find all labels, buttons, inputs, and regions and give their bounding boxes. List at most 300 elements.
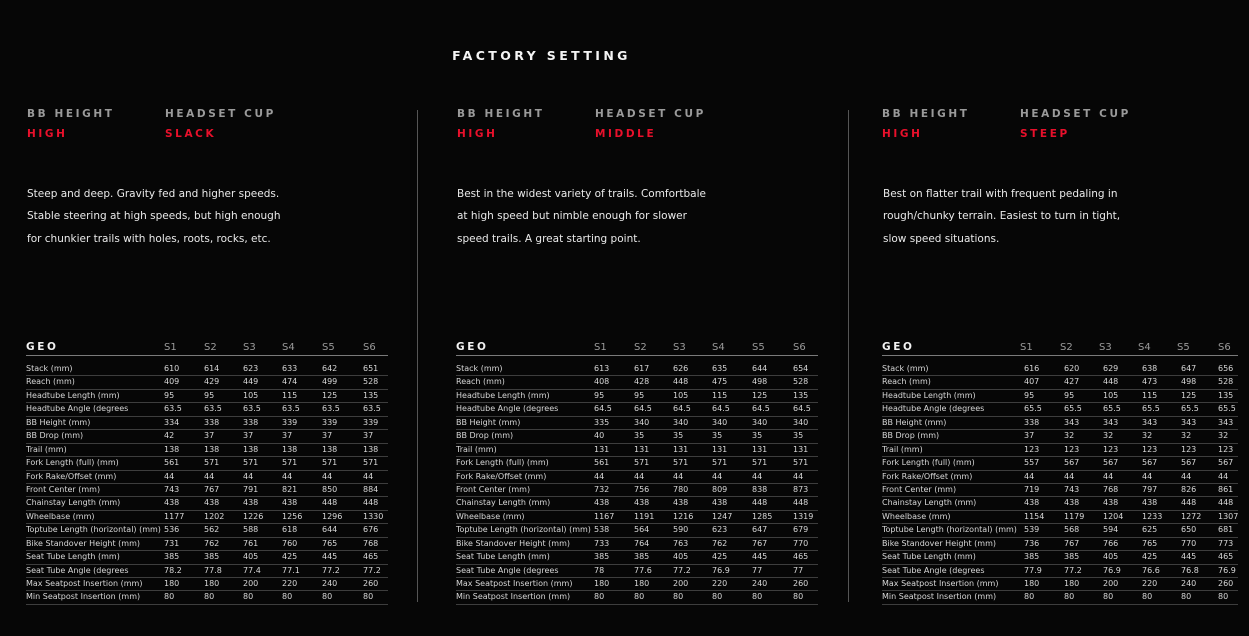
table-cell: 567 [1181, 458, 1197, 468]
table-cell: 131 [594, 444, 610, 454]
table-cell: 765 [1142, 538, 1158, 548]
row-label: Fork Rake/Offset (mm) [882, 471, 973, 481]
table-cell: 80 [204, 592, 215, 602]
table-cell: 80 [793, 592, 804, 602]
table-cell: 95 [1024, 390, 1035, 400]
table-cell: 95 [1064, 390, 1075, 400]
row-label: Seat Tube Angle (degrees [26, 565, 129, 575]
table-row [26, 511, 388, 524]
size-header: S4 [712, 342, 725, 353]
table-cell: 338 [1024, 417, 1040, 427]
table-cell: 539 [1024, 525, 1040, 535]
table-row [26, 538, 388, 551]
table-cell: 650 [1181, 525, 1197, 535]
table-cell: 407 [1024, 377, 1040, 387]
bb-height-label: BB HEIGHT [457, 108, 545, 120]
table-cell: 448 [363, 498, 379, 508]
headset-cup-value: STEEP [1020, 128, 1070, 140]
table-cell: 77.2 [1064, 565, 1082, 575]
table-cell: 590 [673, 525, 689, 535]
row-label: Chainstay Length (mm) [882, 498, 977, 508]
table-cell: 115 [712, 390, 728, 400]
table-cell: 105 [243, 390, 259, 400]
table-cell: 448 [322, 498, 338, 508]
table-cell: 95 [204, 390, 215, 400]
table-row [456, 430, 818, 443]
size-header: S5 [322, 342, 335, 353]
table-cell: 884 [363, 484, 379, 494]
table-cell: 37 [204, 431, 215, 441]
table-cell: 1226 [243, 511, 264, 521]
table-cell: 564 [634, 525, 650, 535]
table-cell: 499 [322, 377, 338, 387]
geo-title: GEO [26, 341, 59, 353]
table-cell: 80 [1064, 592, 1075, 602]
row-label: Toptube Length (horizontal) (mm) [882, 525, 1017, 535]
table-cell: 797 [1142, 484, 1158, 494]
table-cell: 613 [594, 364, 610, 373]
geo-table [882, 363, 1238, 605]
table-cell: 567 [1142, 458, 1158, 468]
table-cell: 37 [322, 431, 333, 441]
table-row [26, 565, 388, 578]
table-cell: 32 [1103, 431, 1114, 441]
table-cell: 427 [1064, 377, 1080, 387]
headset-cup-value: MIDDLE [595, 128, 657, 140]
table-cell: 78 [594, 565, 605, 575]
table-cell: 37 [363, 431, 374, 441]
table-cell: 618 [282, 525, 298, 535]
table-row [456, 403, 818, 416]
table-cell: 571 [634, 458, 650, 468]
table-cell: 37 [282, 431, 293, 441]
size-header: S1 [594, 342, 607, 353]
geo-table-header [26, 341, 388, 356]
table-cell: 465 [363, 552, 379, 562]
row-label: Fork Rake/Offset (mm) [26, 471, 117, 481]
table-cell: 260 [1218, 579, 1234, 588]
table-cell: 32 [1181, 431, 1192, 441]
table-cell: 445 [322, 552, 338, 562]
table-cell: 95 [594, 390, 605, 400]
row-label: Reach (mm) [456, 377, 505, 387]
table-cell: 343 [1218, 417, 1234, 427]
table-cell: 123 [1181, 444, 1197, 454]
table-cell: 1272 [1181, 511, 1202, 521]
table-cell: 768 [1103, 484, 1119, 494]
table-cell: 260 [793, 579, 809, 588]
table-cell: 343 [1181, 417, 1197, 427]
row-label: Trail (mm) [26, 444, 67, 454]
table-cell: 138 [282, 444, 298, 454]
table-cell: 80 [594, 592, 605, 602]
table-cell: 80 [322, 592, 333, 602]
table-cell: 405 [673, 552, 689, 562]
table-cell: 448 [673, 377, 689, 387]
row-label: Wheelbase (mm) [882, 511, 951, 521]
table-cell: 498 [752, 377, 768, 387]
table-cell: 64.5 [712, 404, 730, 414]
size-header: S4 [1138, 342, 1151, 353]
table-row [456, 471, 818, 484]
table-row [882, 511, 1238, 524]
size-header: S6 [363, 342, 376, 353]
headset-cup-label: HEADSET CUP [165, 108, 276, 120]
row-label: Headtube Length (mm) [882, 390, 976, 400]
table-cell: 647 [1181, 364, 1197, 373]
table-cell: 64.5 [673, 404, 691, 414]
table-cell: 791 [243, 484, 259, 494]
table-cell: 343 [1142, 417, 1158, 427]
table-cell: 767 [1064, 538, 1080, 548]
table-row [26, 471, 388, 484]
row-label: BB Height (mm) [456, 417, 521, 427]
table-cell: 594 [1103, 525, 1119, 535]
table-cell: 850 [322, 484, 338, 494]
table-cell: 44 [204, 471, 215, 481]
table-cell: 557 [1024, 458, 1040, 468]
table-cell: 76.9 [1218, 565, 1236, 575]
table-cell: 743 [1064, 484, 1080, 494]
table-cell: 767 [752, 538, 768, 548]
table-cell: 571 [204, 458, 220, 468]
table-cell: 633 [282, 364, 298, 373]
table-cell: 220 [282, 579, 298, 588]
table-cell: 654 [793, 364, 809, 373]
row-label: Min Seatpost Insertion (mm) [26, 592, 141, 602]
row-label: Bike Standover Height (mm) [882, 538, 996, 548]
table-cell: 1202 [204, 511, 225, 521]
table-row [26, 457, 388, 470]
table-cell: 438 [673, 498, 689, 508]
setting-description: Best in the widest variety of trails. Comfortbale at high speed but nimble enough for slower speed trails. A great starting point. [457, 188, 706, 245]
table-cell: 220 [1142, 579, 1158, 588]
row-label: Wheelbase (mm) [456, 511, 525, 521]
table-cell: 821 [282, 484, 298, 494]
table-cell: 770 [1181, 538, 1197, 548]
table-cell: 123 [1142, 444, 1158, 454]
row-label: Min Seatpost Insertion (mm) [882, 592, 997, 602]
table-cell: 44 [282, 471, 293, 481]
table-cell: 449 [243, 377, 259, 387]
table-cell: 32 [1218, 431, 1229, 441]
table-cell: 76.6 [1142, 565, 1160, 575]
table-cell: 340 [712, 417, 728, 427]
table-cell: 65.5 [1024, 404, 1042, 414]
table-row [882, 591, 1238, 604]
table-row [456, 417, 818, 430]
row-label: Fork Rake/Offset (mm) [456, 471, 547, 481]
table-cell: 1216 [673, 511, 694, 521]
table-cell: 1167 [594, 511, 615, 521]
table-cell: 438 [1142, 498, 1158, 508]
headset-cup-label: HEADSET CUP [595, 108, 706, 120]
table-cell: 44 [673, 471, 684, 481]
table-cell: 44 [1103, 471, 1114, 481]
table-cell: 1233 [1142, 511, 1163, 521]
row-label: BB Height (mm) [882, 417, 947, 427]
table-cell: 761 [243, 538, 259, 548]
row-label: Reach (mm) [882, 377, 931, 387]
table-cell: 339 [322, 417, 338, 427]
row-label: Bike Standover Height (mm) [456, 538, 570, 548]
row-label: Max Seatpost Insertion (mm) [882, 579, 999, 588]
bb-height-label: BB HEIGHT [27, 108, 115, 120]
table-cell: 180 [1024, 579, 1040, 588]
table-cell: 385 [1064, 552, 1080, 562]
table-cell: 385 [204, 552, 220, 562]
table-cell: 536 [164, 525, 180, 535]
table-cell: 405 [243, 552, 259, 562]
table-cell: 656 [1218, 364, 1234, 373]
table-cell: 63.5 [363, 404, 381, 414]
bb-height-value: HIGH [457, 128, 498, 140]
table-row [26, 376, 388, 389]
table-cell: 438 [243, 498, 259, 508]
table-cell: 35 [673, 431, 684, 441]
table-cell: 425 [282, 552, 298, 562]
table-cell: 64.5 [634, 404, 652, 414]
table-cell: 105 [1103, 390, 1119, 400]
table-cell: 64.5 [752, 404, 770, 414]
table-cell: 571 [793, 458, 809, 468]
table-cell: 240 [322, 579, 338, 588]
table-cell: 571 [322, 458, 338, 468]
table-cell: 63.5 [164, 404, 182, 414]
table-cell: 474 [282, 377, 298, 387]
table-cell: 343 [1103, 417, 1119, 427]
table-cell: 629 [1103, 364, 1119, 373]
table-cell: 567 [1064, 458, 1080, 468]
table-cell: 44 [752, 471, 763, 481]
table-cell: 1154 [1024, 511, 1045, 521]
table-cell: 1296 [322, 511, 343, 521]
table-cell: 37 [1024, 431, 1035, 441]
table-cell: 138 [363, 444, 379, 454]
table-cell: 80 [1142, 592, 1153, 602]
table-cell: 343 [1064, 417, 1080, 427]
table-cell: 77.2 [322, 565, 340, 575]
table-cell: 568 [1064, 525, 1080, 535]
row-label: Trail (mm) [882, 444, 923, 454]
row-label: Min Seatpost Insertion (mm) [456, 592, 571, 602]
table-cell: 80 [1181, 592, 1192, 602]
table-row [882, 524, 1238, 537]
table-cell: 123 [1024, 444, 1040, 454]
table-cell: 138 [322, 444, 338, 454]
table-cell: 385 [634, 552, 650, 562]
table-cell: 338 [243, 417, 259, 427]
row-label: Seat Tube Angle (degrees [882, 565, 985, 575]
column-divider [417, 110, 418, 602]
row-label: Stack (mm) [456, 364, 503, 373]
table-cell: 385 [164, 552, 180, 562]
size-header: S2 [204, 342, 217, 353]
table-row [26, 497, 388, 510]
table-row [882, 497, 1238, 510]
table-row [26, 390, 388, 403]
table-row [456, 484, 818, 497]
table-cell: 44 [634, 471, 645, 481]
table-cell: 80 [243, 592, 254, 602]
table-cell: 123 [1064, 444, 1080, 454]
table-cell: 763 [673, 538, 689, 548]
table-cell: 42 [164, 431, 175, 441]
table-cell: 644 [322, 525, 338, 535]
table-cell: 76.8 [1181, 565, 1199, 575]
size-header: S1 [1020, 342, 1033, 353]
table-cell: 465 [793, 552, 809, 562]
table-cell: 125 [1181, 390, 1197, 400]
table-cell: 77.2 [363, 565, 381, 575]
table-cell: 1191 [634, 511, 655, 521]
table-cell: 138 [164, 444, 180, 454]
table-row [26, 444, 388, 457]
table-cell: 44 [1181, 471, 1192, 481]
table-row [456, 376, 818, 389]
table-row [456, 390, 818, 403]
table-cell: 76.9 [1103, 565, 1121, 575]
table-cell: 77 [752, 565, 763, 575]
table-cell: 65.5 [1064, 404, 1082, 414]
table-cell: 614 [204, 364, 220, 373]
table-cell: 780 [673, 484, 689, 494]
table-cell: 80 [673, 592, 684, 602]
table-cell: 736 [1024, 538, 1040, 548]
table-cell: 1179 [1064, 511, 1085, 521]
table-cell: 448 [752, 498, 768, 508]
table-cell: 679 [793, 525, 809, 535]
table-cell: 180 [204, 579, 220, 588]
table-cell: 123 [1103, 444, 1119, 454]
table-cell: 635 [712, 364, 728, 373]
table-cell: 63.5 [282, 404, 300, 414]
table-cell: 438 [204, 498, 220, 508]
table-cell: 809 [712, 484, 728, 494]
table-cell: 35 [752, 431, 763, 441]
table-cell: 35 [634, 431, 645, 441]
table-cell: 138 [204, 444, 220, 454]
table-cell: 115 [282, 390, 298, 400]
geo-table-header [456, 341, 818, 356]
table-cell: 644 [752, 364, 768, 373]
setting-description: Best on flatter trail with frequent pedaling in rough/chunky terrain. Easiest to turn in tight, slow speed situations. [883, 188, 1121, 245]
table-cell: 138 [243, 444, 259, 454]
table-cell: 1256 [282, 511, 303, 521]
table-cell: 44 [243, 471, 254, 481]
table-cell: 445 [1181, 552, 1197, 562]
table-row [456, 591, 818, 604]
table-cell: 35 [712, 431, 723, 441]
table-cell: 762 [712, 538, 728, 548]
row-label: Seat Tube Length (mm) [882, 552, 976, 562]
headset-cup-label: HEADSET CUP [1020, 108, 1131, 120]
row-label: Seat Tube Length (mm) [456, 552, 550, 562]
size-header: S2 [1060, 342, 1073, 353]
table-cell: 65.5 [1142, 404, 1160, 414]
table-cell: 44 [1142, 471, 1153, 481]
table-cell: 561 [594, 458, 610, 468]
table-cell: 78.2 [164, 565, 182, 575]
table-cell: 445 [752, 552, 768, 562]
table-cell: 473 [1142, 377, 1158, 387]
table-cell: 567 [1103, 458, 1119, 468]
table-row [882, 376, 1238, 389]
table-cell: 80 [712, 592, 723, 602]
table-row [882, 430, 1238, 443]
table-cell: 180 [594, 579, 610, 588]
table-cell: 44 [1218, 471, 1229, 481]
table-cell: 762 [204, 538, 220, 548]
table-cell: 200 [673, 579, 689, 588]
size-header: S1 [164, 342, 177, 353]
table-cell: 647 [752, 525, 768, 535]
row-label: Front Center (mm) [26, 484, 101, 494]
table-cell: 1319 [793, 511, 814, 521]
table-cell: 826 [1181, 484, 1197, 494]
table-cell: 77 [793, 565, 804, 575]
table-cell: 528 [363, 377, 379, 387]
table-row [26, 591, 388, 604]
table-cell: 448 [1181, 498, 1197, 508]
table-cell: 571 [282, 458, 298, 468]
table-cell: 733 [594, 538, 610, 548]
table-cell: 335 [594, 417, 610, 427]
table-cell: 429 [204, 377, 220, 387]
table-cell: 125 [322, 390, 338, 400]
table-cell: 44 [363, 471, 374, 481]
table-row [456, 578, 818, 591]
table-cell: 610 [164, 364, 180, 373]
size-header: S3 [243, 342, 256, 353]
table-cell: 528 [1218, 377, 1234, 387]
table-cell: 438 [594, 498, 610, 508]
table-cell: 438 [282, 498, 298, 508]
table-cell: 338 [204, 417, 220, 427]
size-header: S3 [1099, 342, 1112, 353]
row-label: Toptube Length (horizontal) (mm) [26, 525, 161, 535]
row-label: Wheelbase (mm) [26, 511, 95, 521]
table-cell: 334 [164, 417, 180, 427]
table-cell: 438 [1064, 498, 1080, 508]
table-cell: 409 [164, 377, 180, 387]
table-cell: 77.9 [1024, 565, 1042, 575]
table-row [882, 444, 1238, 457]
table-cell: 37 [243, 431, 254, 441]
table-cell: 425 [1142, 552, 1158, 562]
setting-description: Steep and deep. Gravity fed and higher speeds. Stable steering at high speeds, but high enough for chunkier trails with holes, roots, rocks, etc. [27, 188, 281, 245]
table-row [456, 551, 818, 564]
table-row [456, 444, 818, 457]
table-cell: 64.5 [594, 404, 612, 414]
table-cell: 220 [712, 579, 728, 588]
row-label: Stack (mm) [882, 364, 929, 373]
table-cell: 676 [363, 525, 379, 535]
table-cell: 1307 [1218, 511, 1239, 521]
table-cell: 80 [1218, 592, 1229, 602]
table-row [456, 524, 818, 537]
table-row [26, 430, 388, 443]
table-cell: 588 [243, 525, 259, 535]
table-cell: 719 [1024, 484, 1040, 494]
table-cell: 44 [164, 471, 175, 481]
table-cell: 385 [1024, 552, 1040, 562]
table-cell: 135 [793, 390, 809, 400]
table-row [456, 457, 818, 470]
table-row [882, 390, 1238, 403]
table-cell: 131 [793, 444, 809, 454]
table-row [882, 578, 1238, 591]
